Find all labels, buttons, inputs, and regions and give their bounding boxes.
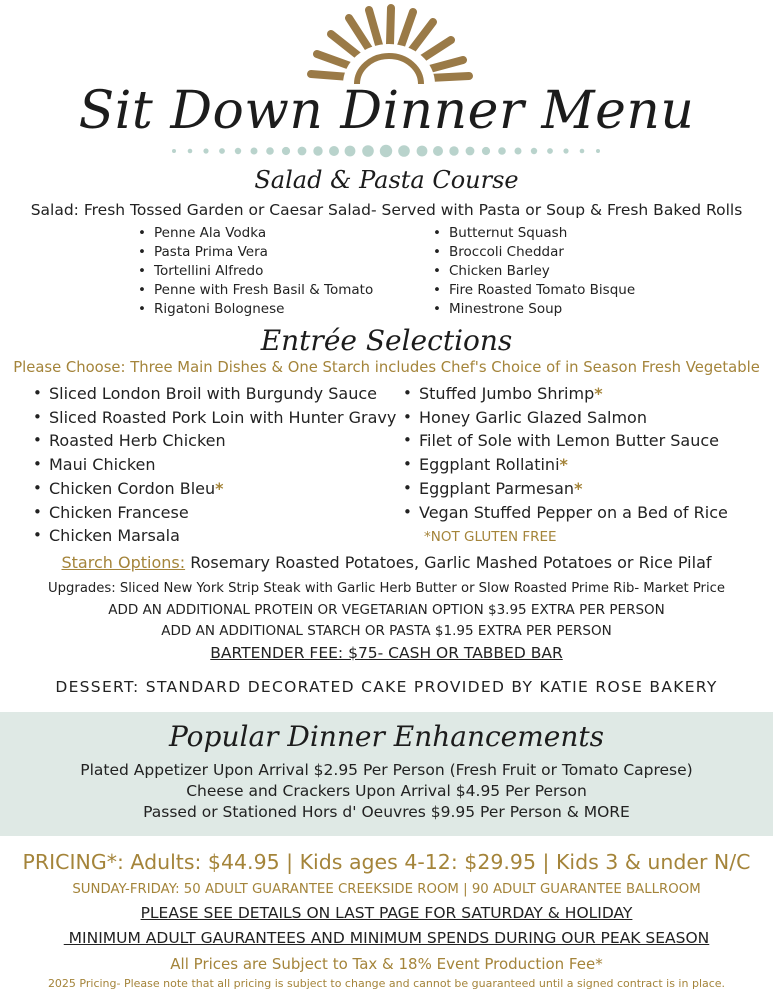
page-title: Sit Down Dinner Menu xyxy=(78,81,695,141)
list-item: • Chicken Barley xyxy=(433,262,635,281)
list-item xyxy=(403,453,728,477)
list-item: • Fire Roasted Tomato Bisque xyxy=(433,281,635,300)
gluten-star: * xyxy=(594,384,603,403)
pasta-list xyxy=(138,224,373,319)
details-line-2 xyxy=(0,928,773,949)
item-text: Stuffed Jumbo Shrimp xyxy=(419,384,595,403)
list-item: • Maui Chicken xyxy=(33,453,396,477)
list-item xyxy=(33,477,396,501)
list-item: • Chicken Marsala xyxy=(33,524,396,548)
entree-list-right xyxy=(403,382,728,524)
soup-list xyxy=(433,224,635,319)
tax-line: All Prices are Subject to Tax & 18% Event Production Fee* xyxy=(170,955,603,973)
list-item: • Butternut Squash xyxy=(433,224,635,243)
list-item: • Sliced London Broil with Burgundy Sauce xyxy=(33,382,396,406)
details-text-2: MINIMUM ADULT GAURANTEES AND MINIMUM SPENDS DURING OUR PEAK SEASON xyxy=(63,929,710,947)
dessert-line: DESSERT: STANDARD DECORATED CAKE PROVIDED BY KATIE ROSE BAKERY xyxy=(55,678,718,696)
decorative-dot-divider xyxy=(170,144,602,158)
starch-text: Rosemary Roasted Potatoes, Garlic Mashed Potatoes or Rice Pilaf xyxy=(185,553,712,572)
list-item: • Vegan Stuffed Pepper on a Bed of Rice xyxy=(403,501,728,525)
details-text-1: PLEASE SEE DETAILS ON LAST PAGE FOR SATURDAY & HOLIDAY xyxy=(140,904,633,922)
list-item: • Rigatoni Bolognese xyxy=(138,300,373,319)
bartender-fee xyxy=(0,643,773,664)
list-item: • Tortellini Alfredo xyxy=(138,262,373,281)
add-protein-line: ADD AN ADDITIONAL PROTEIN OR VEGETARIAN OPTION $3.95 EXTRA PER PERSON xyxy=(108,602,665,618)
list-item: • Sliced Roasted Pork Loin with Hunter Gravy xyxy=(33,406,396,430)
list-item: • Roasted Herb Chicken xyxy=(33,429,396,453)
entree-list-left xyxy=(33,382,396,548)
pricing-line: PRICING*: Adults: $44.95 | Kids ages 4-12: $29.95 | Kids 3 & under N/C xyxy=(22,850,751,874)
gluten-star: * xyxy=(215,478,224,498)
list-item: • Chicken Francese xyxy=(33,501,396,525)
starch-label: Starch Options: xyxy=(61,553,186,572)
list-item: • Honey Garlic Glazed Salmon xyxy=(403,406,728,430)
gluten-star: * xyxy=(559,455,568,475)
item-text: Chicken Cordon Bleu xyxy=(49,478,216,498)
starch-options xyxy=(0,552,773,574)
salad-pasta-heading: Salad & Pasta Course xyxy=(254,166,519,194)
list-item xyxy=(403,382,728,406)
enhancements-heading: Popular Dinner Enhancements xyxy=(168,720,605,753)
list-item: • Filet of Sole with Lemon Butter Sauce xyxy=(403,429,728,453)
list-item: • Penne with Fresh Basil & Tomato xyxy=(138,281,373,300)
salad-intro: Salad: Fresh Tossed Garden or Caesar Salad- Served with Pasta or Soup & Fresh Baked Rolls xyxy=(30,201,743,219)
list-item xyxy=(403,477,728,501)
disclaimer-line: 2025 Pricing- Please note that all pricing is subject to change and cannot be guaranteed until a signed contract is in place. xyxy=(47,977,726,990)
upgrades-line: Upgrades: Sliced New York Strip Steak with Garlic Herb Butter or Slow Roasted Prime Rib- Market Price xyxy=(48,581,725,596)
gluten-note: *NOT GLUTEN FREE xyxy=(424,529,557,545)
guarantee-line: SUNDAY-FRIDAY: 50 ADULT GUARANTEE CREEKSIDE ROOM | 90 ADULT GUARANTEE BALLROOM xyxy=(72,882,701,897)
gluten-star: * xyxy=(574,478,583,498)
bartender-fee-text: BARTENDER FEE: $75- CASH OR TABBED BAR xyxy=(210,644,563,662)
add-starch-line: ADD AN ADDITIONAL STARCH OR PASTA $1.95 EXTRA PER PERSON xyxy=(161,623,612,639)
list-item: • Penne Ala Vodka xyxy=(138,224,373,243)
enhancement-item: Plated Appetizer Upon Arrival $2.95 Per Person (Fresh Fruit or Tomato Caprese) xyxy=(80,761,693,779)
sunburst-logo xyxy=(303,4,475,84)
enhancement-item: Cheese and Crackers Upon Arrival $4.95 Per Person xyxy=(186,782,587,800)
details-line-1 xyxy=(0,903,773,924)
list-item: • Minestrone Soup xyxy=(433,300,635,319)
entree-heading: Entrée Selections xyxy=(260,324,513,357)
list-item: • Broccoli Cheddar xyxy=(433,243,635,262)
list-item: • Pasta Prima Vera xyxy=(138,243,373,262)
item-text: Eggplant Rollatini xyxy=(419,455,560,475)
enhancement-item: Passed or Stationed Hors d' Oeuvres $9.95 Per Person & MORE xyxy=(143,803,630,821)
item-text: Eggplant Parmesan xyxy=(419,478,575,498)
entree-instruction: Please Choose: Three Main Dishes & One Starch includes Chef's Choice of in Season Fresh Vegetable xyxy=(13,359,760,376)
